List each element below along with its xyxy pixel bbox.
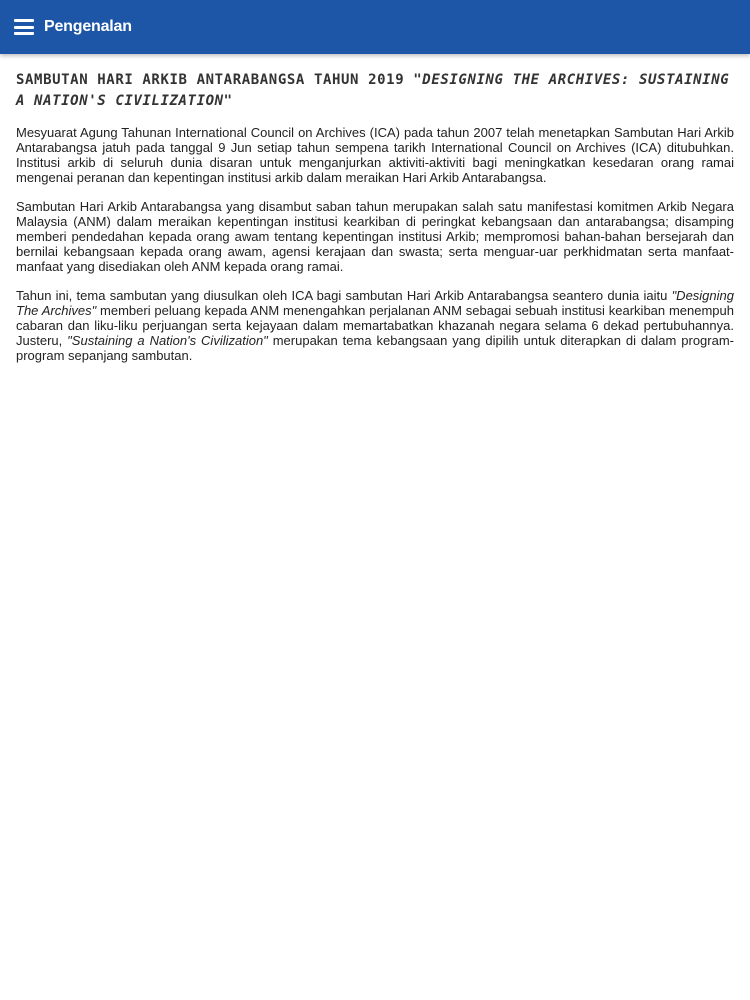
menu-line-middle bbox=[14, 26, 34, 29]
paragraph-3-part-3: merupakan tema kebangsaan yang dipilih untuk diterapkan di dalam program-program sepanjang sambutan. bbox=[16, 333, 734, 363]
article-content bbox=[0, 54, 750, 363]
paragraph-1: Mesyuarat Agung Tahunan International Council on Archives (ICA) pada tahun 2007 telah menetapkan Sambutan Hari Arkib Antarabangsa jatuh pada tanggal 9 Jun setiap tahun sempena tarikh International Council on Archives (ICA) ditubuhkan. Institusi arkib di seluruh dunia disaran untuk menganjurkan aktiviti-aktiviti bagi meningkatkan kesedaran orang ramai mengenai peranan dan kepentingan institusi arkib dalam meraikan Hari Arkib Antarabangsa. bbox=[16, 125, 734, 185]
paragraph-3-theme-1: "Designing The Archives" bbox=[16, 288, 734, 318]
heading-text: SAMBUTAN HARI ARKIB ANTARABANGSA TAHUN 2019 bbox=[16, 72, 414, 88]
app-bar bbox=[0, 0, 750, 54]
paragraph-2: Sambutan Hari Arkib Antarabangsa yang disambut saban tahun merupakan salah satu manifestasi komitmen Arkib Negara Malaysia (ANM) dalam meraikan kepentingan institusi kearkiban di peringkat kebangsaan dan antarabangsa; disamping memberi pendedahan kepada orang awam tentang kepentingan institusi Arkib; mempromosi bahan-bahan bersejarah dan bernilai kebangsaan kepada orang awam, agensi kerajaan dan swasta; serta menguar-uar perkhidmatan serta manfaat-manfaat yang disediakan oleh ANM kepada orang ramai. bbox=[16, 199, 734, 274]
menu-line-top bbox=[14, 19, 34, 22]
paragraph-3-theme-2: "Sustaining a Nation's Civilization" bbox=[67, 333, 268, 348]
heading-theme-quote: "DESIGNING THE ARCHIVES: SUSTAINING A NATION'S CIVILIZATION" bbox=[16, 72, 730, 109]
paragraph-3-part-2: memberi peluang kepada ANM menengahkan perjalanan ANM sebagai sebuah institusi kearkiban menempuh cabaran dan liku-liku perjuangan serta kejayaan dalam memartabatkan khazanah negara selama 6 dekad pertubuhannya. Justeru, bbox=[16, 303, 734, 348]
paragraph-3-part-1: Tahun ini, tema sambutan yang diusulkan oleh ICA bagi sambutan Hari Arkib Antarabangsa seantero dunia iaitu bbox=[16, 288, 672, 303]
article-heading bbox=[16, 70, 734, 112]
menu-line-bottom bbox=[14, 32, 34, 35]
hamburger-menu-icon[interactable] bbox=[14, 19, 34, 35]
paragraph-3 bbox=[16, 288, 734, 363]
page-title: Pengenalan bbox=[44, 18, 132, 35]
